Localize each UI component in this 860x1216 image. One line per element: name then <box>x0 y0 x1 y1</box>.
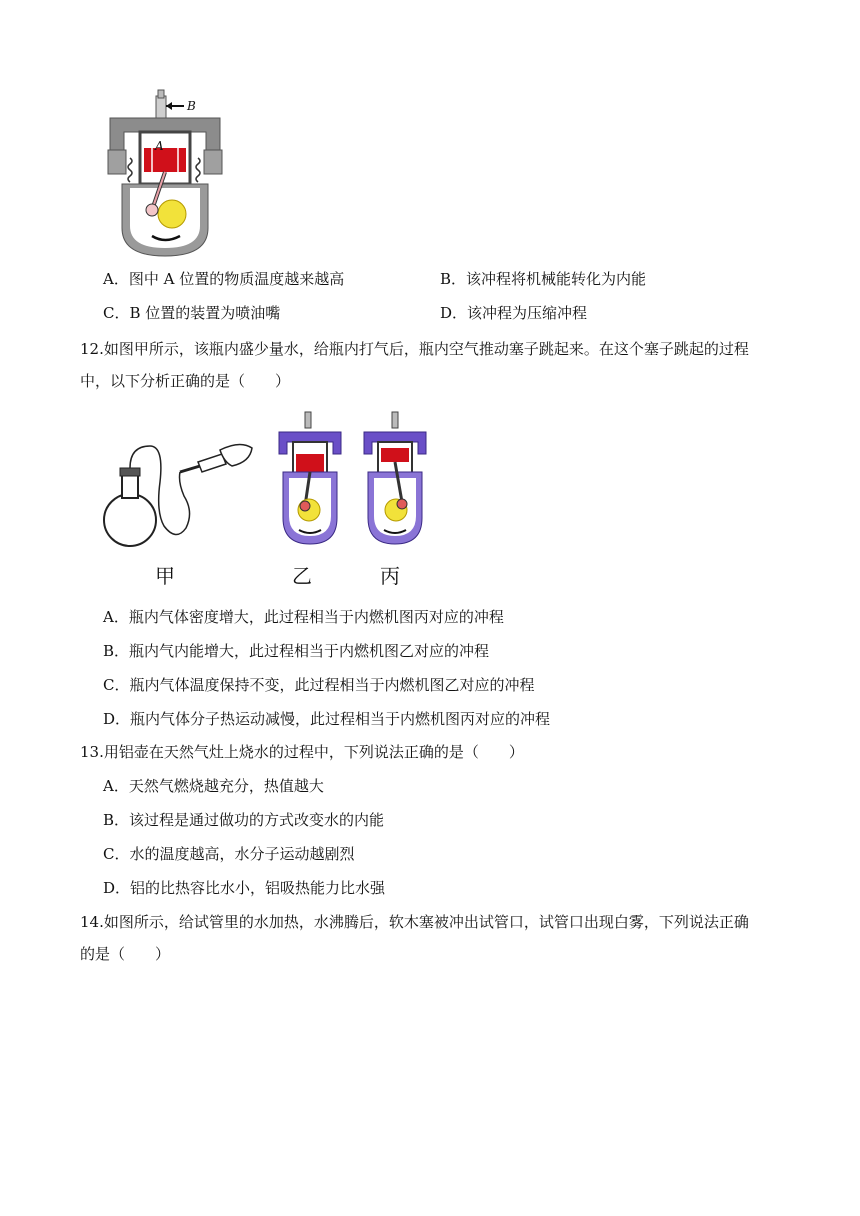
q12-option-d: D．瓶内气体分子热运动减慢，此过程相当于内燃机图丙对应的冲程 <box>103 710 551 728</box>
q13-option-a: A．天然气燃烧越充分，热值越大 <box>103 777 324 795</box>
q13-option-d: D．铝的比热容比水小，铝吸热能力比水强 <box>103 879 386 897</box>
q11-option-c: C．B 位置的装置为喷油嘴 <box>103 304 281 322</box>
figure-label-b: B <box>187 99 196 113</box>
q13-option-b: B．该过程是通过做功的方式改变水的内能 <box>103 811 385 829</box>
caption-yi: 乙 <box>292 564 312 588</box>
flask-pump-figure <box>100 432 260 562</box>
engine-figure-yi <box>275 410 345 550</box>
q12-stem-line2: 中，以下分析正确的是（ ） <box>80 372 291 390</box>
q11-option-a: A．图中 A 位置的物质温度越来越高 <box>103 270 345 288</box>
figure-label-a: A <box>155 139 164 153</box>
q13-option-c: C．水的温度越高，水分子运动越剧烈 <box>103 845 355 863</box>
caption-bing: 丙 <box>380 564 400 588</box>
q14-stem-line1: 14.如图所示，给试管里的水加热，水沸腾后，软木塞被冲出试管口，试管口出现白雾，下列说法正确 <box>80 913 749 931</box>
engine-figure-q11 <box>100 88 230 260</box>
q12-option-b: B．瓶内气内能增大，此过程相当于内燃机图乙对应的冲程 <box>103 642 490 660</box>
caption-jia: 甲 <box>155 564 175 588</box>
q13-stem: 13.用铝壶在天然气灶上烧水的过程中，下列说法正确的是（ ） <box>80 743 524 761</box>
q14-stem-line2: 的是（ ） <box>80 945 171 963</box>
q12-option-a: A．瓶内气体密度增大，此过程相当于内燃机图丙对应的冲程 <box>103 608 504 626</box>
q12-stem-line1: 12.如图甲所示，该瓶内盛少量水，给瓶内打气后，瓶内空气推动塞子跳起来。在这个塞子跳起的过程 <box>80 340 749 358</box>
engine-figure-bing <box>360 410 430 550</box>
q11-option-b: B．该冲程将机械能转化为内能 <box>440 270 647 288</box>
q11-option-d: D．该冲程为压缩冲程 <box>440 304 588 322</box>
q12-option-c: C．瓶内气体温度保持不变，此过程相当于内燃机图乙对应的冲程 <box>103 676 535 694</box>
